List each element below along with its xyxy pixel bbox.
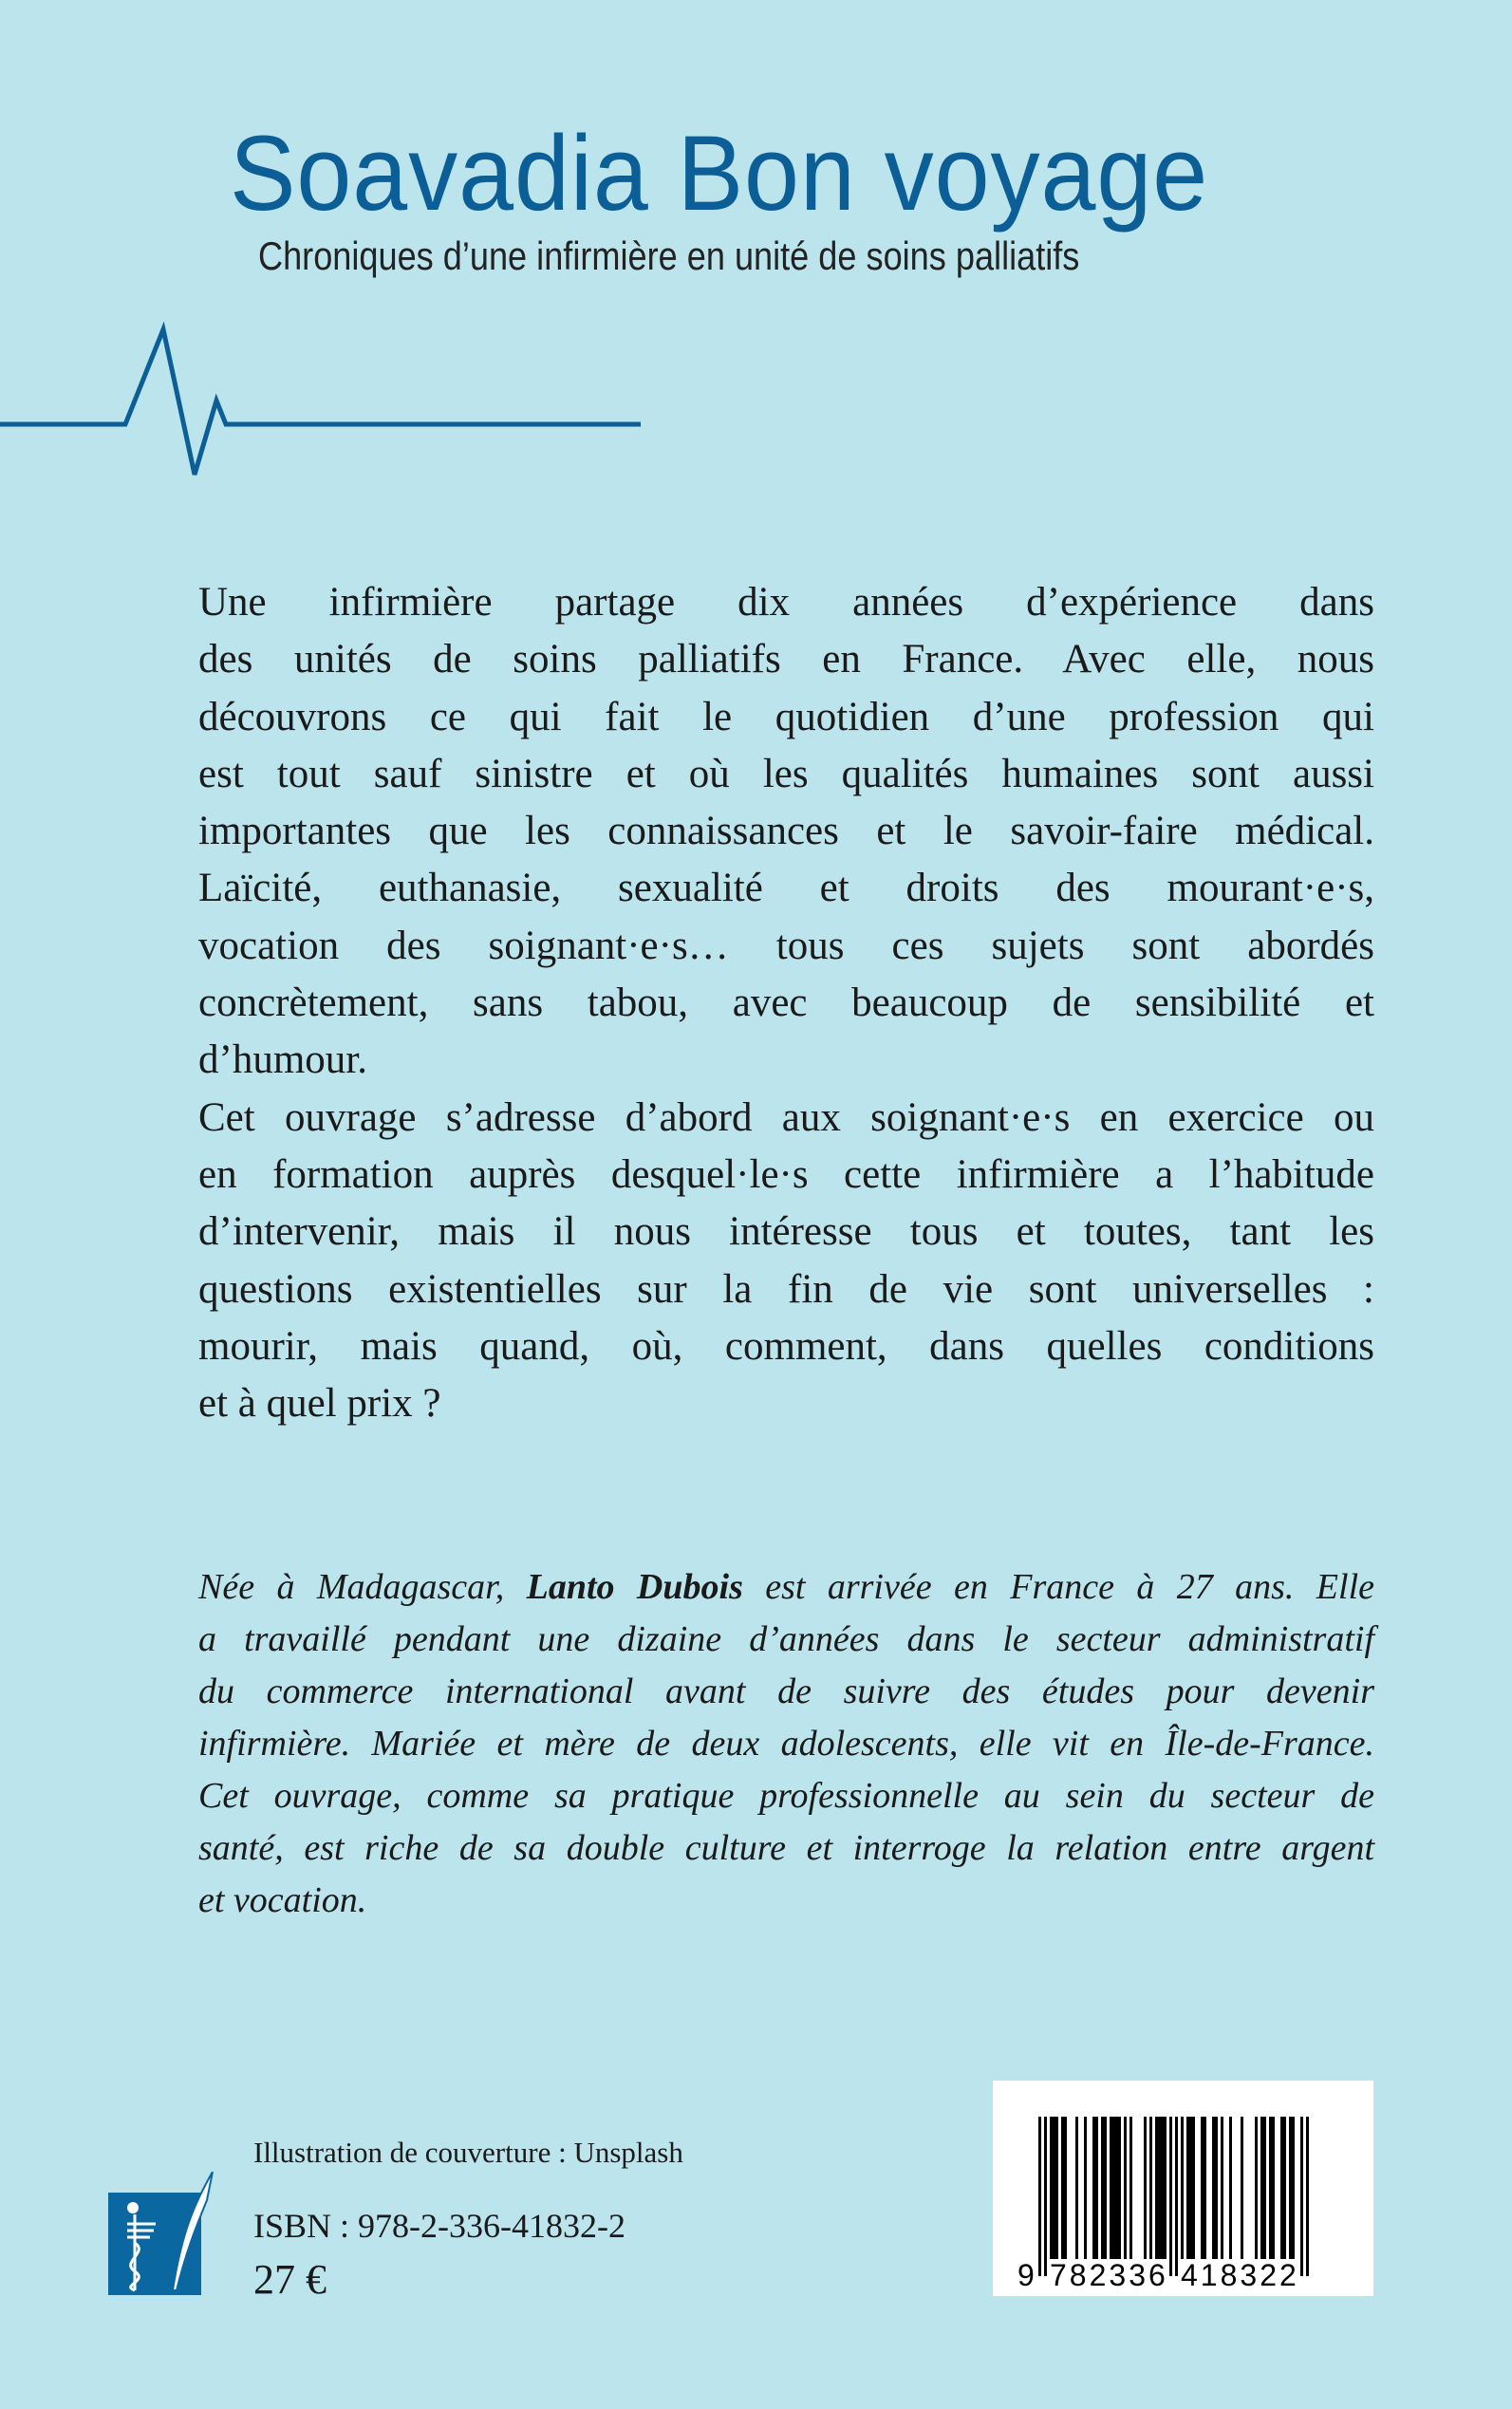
barcode-bar <box>1075 2117 1078 2259</box>
barcode-bar <box>1092 2117 1095 2259</box>
barcode-bar <box>1241 2117 1243 2259</box>
barcode-bar <box>1283 2117 1286 2259</box>
summary-line: est tout sauf sinistre et où les qualités humaines sont aussi <box>198 751 1374 796</box>
summary-line: Cet ouvrage s’adresse d’abord aux soignant·e·s en exercice ou <box>198 1094 1374 1140</box>
barcode-bar <box>1212 2117 1215 2259</box>
barcode-bar <box>1144 2117 1147 2259</box>
author-name: Lanto Dubois <box>526 1567 743 1607</box>
barcode-bar <box>1215 2117 1218 2259</box>
bio-line: du commerce international avant de suivre des études pour devenir <box>198 1671 1374 1711</box>
barcode-bar <box>1038 2117 1041 2276</box>
barcode-bar <box>1064 2117 1067 2259</box>
barcode-bar <box>1149 2117 1152 2259</box>
barcode-bar <box>1306 2117 1309 2276</box>
summary-line: vocation des soignant·e·s… tous ces sujets sont abordés <box>198 923 1374 968</box>
barcode-bar <box>1161 2117 1164 2259</box>
summary-line: d’humour. <box>198 1037 367 1083</box>
bio-text: Née à Madagascar, <box>198 1567 527 1607</box>
summary-line: questions existentielles sur la fin de vie sont universelles : <box>198 1266 1374 1312</box>
barcode-digits: 782336 <box>1050 2258 1168 2292</box>
barcode-bar <box>1289 2117 1292 2259</box>
barcode-bar <box>1221 2117 1223 2259</box>
barcode-digits: 9 <box>1017 2258 1037 2292</box>
book-title: Soavadia Bon voyage <box>230 114 1209 233</box>
barcode-bar <box>1292 2117 1295 2259</box>
back-cover-summary <box>198 574 1374 1432</box>
bio-line <box>198 1561 1374 1614</box>
summary-line: concrètement, sans tabou, avec beaucoup de sensibilité et <box>198 980 1374 1026</box>
bio-text: est arrivée en France à 27 ans. Elle <box>742 1567 1374 1607</box>
barcode-bar <box>1181 2117 1184 2259</box>
isbn-barcode <box>993 2081 1373 2296</box>
barcode-bar <box>1110 2117 1112 2259</box>
barcode-bar <box>1186 2117 1189 2259</box>
barcode-bar <box>1061 2117 1064 2259</box>
barcode-bar <box>1269 2117 1272 2259</box>
barcode-bar <box>1164 2117 1167 2259</box>
heartbeat-line-icon <box>0 313 655 484</box>
summary-line: Laïcité, euthanasie, sexualité et droits des mourant·e·s, <box>198 866 1374 911</box>
summary-line: des unités de soins palliatifs en France. Avec elle, nous <box>198 637 1374 682</box>
bio-line: santé, est riche de sa double culture et interroge la relation entre argent <box>198 1828 1374 1868</box>
barcode-bar <box>1124 2117 1127 2259</box>
barcode-bar <box>1189 2117 1192 2259</box>
barcode-bar <box>1175 2117 1178 2276</box>
barcode-bar <box>1255 2117 1258 2259</box>
barcode-bar <box>1129 2117 1132 2259</box>
barcode-bar <box>1229 2117 1232 2259</box>
summary-line: mourir, mais quand, où, comment, dans quelles conditions <box>198 1323 1374 1369</box>
barcode-bar <box>1104 2117 1107 2259</box>
barcode-bar <box>1169 2117 1172 2276</box>
barcode-bar <box>1095 2117 1098 2259</box>
barcode-bar <box>1300 2117 1303 2276</box>
barcode-bar <box>1112 2117 1115 2259</box>
barcode-bar <box>1084 2117 1087 2259</box>
barcode-bar <box>1044 2117 1047 2276</box>
barcode-bar <box>1053 2117 1055 2259</box>
book-subtitle: Chroniques d’une infirmière en unité de soins palliatifs <box>258 233 1080 278</box>
barcode-bar <box>1101 2117 1104 2259</box>
barcode-bar <box>1280 2117 1283 2259</box>
barcode-bar <box>1204 2117 1206 2259</box>
summary-line: Une infirmière partage dix années d’expérience dans <box>198 580 1374 625</box>
bio-line: infirmière. Mariée et mère de deux adolescents, elle vit en Île-de-France. <box>198 1724 1374 1764</box>
barcode-bar <box>1260 2117 1263 2259</box>
barcode-bar <box>1158 2117 1161 2259</box>
barcode-bar <box>1272 2117 1275 2259</box>
summary-line: importantes que les connaissances et le savoir-faire médical. <box>198 809 1374 854</box>
barcode-bar <box>1055 2117 1058 2259</box>
price: 27 € <box>253 2256 327 2303</box>
barcode-bar <box>1192 2117 1195 2259</box>
barcode-bar <box>1263 2117 1266 2259</box>
publisher-logo-icon <box>106 2172 215 2300</box>
summary-line: en formation auprès desquel·le·s cette infirmière a l’habitude <box>198 1151 1374 1197</box>
bio-line: Cet ouvrage, comme sa pratique professionnelle au sein du secteur de <box>198 1776 1374 1816</box>
bio-line: et vocation. <box>198 1880 367 1920</box>
summary-line: et à quel prix ? <box>198 1381 441 1427</box>
summary-line: d’intervenir, mais il nous intéresse tous et toutes, tant les <box>198 1209 1374 1255</box>
summary-line: découvrons ce qui fait le quotidien d’une profession qui <box>198 694 1374 739</box>
cover-illustration-credit: Illustration de couverture : Unsplash <box>253 2136 683 2169</box>
isbn: ISBN : 978-2-336-41832-2 <box>253 2207 625 2245</box>
barcode-digits: 418322 <box>1181 2258 1299 2292</box>
bio-line: a travaillé pendant une dizaine d’années dans le secteur administratif <box>198 1619 1374 1659</box>
barcode-bar <box>1050 2117 1053 2259</box>
author-bio <box>198 1561 1374 1927</box>
barcode-bar <box>1115 2117 1118 2259</box>
barcode-bar <box>1201 2117 1204 2259</box>
barcode-bar <box>1155 2117 1158 2259</box>
barcode-bar <box>1118 2117 1121 2259</box>
